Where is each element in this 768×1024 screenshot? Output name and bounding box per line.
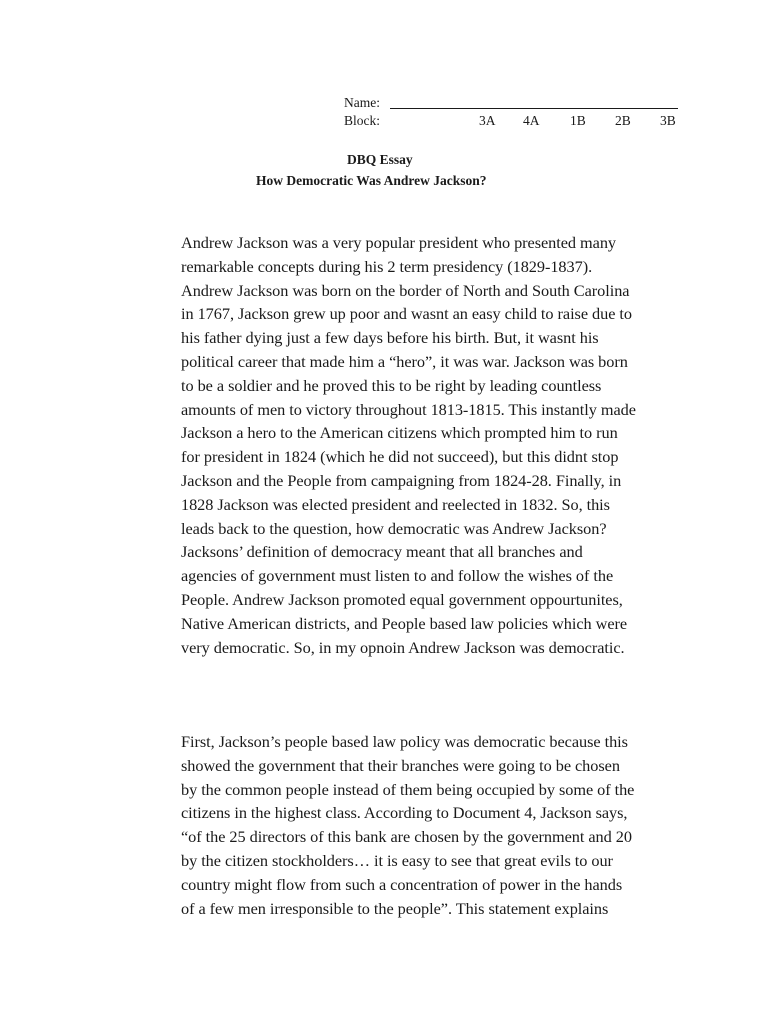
text-line: political career that made him a “hero”, it was war. Jackson was born bbox=[181, 351, 628, 371]
block-option: 2B bbox=[615, 113, 631, 128]
block-option: 3A bbox=[479, 113, 496, 128]
block-option: 4A bbox=[523, 113, 540, 128]
text-line: by the citizen stockholders… it is easy to see that great evils to our bbox=[181, 850, 613, 870]
text-line: showed the government that their branches were going to be chosen bbox=[181, 755, 620, 775]
text-line: Native American districts, and People based law policies which were bbox=[181, 613, 628, 633]
text-line: to be a soldier and he proved this to be right by leading countless bbox=[181, 375, 602, 395]
text-line: his father dying just a few days before his birth. But, it wasnt his bbox=[181, 328, 599, 348]
text-line: of a few men irresponsible to the people”. This statement explains bbox=[181, 898, 609, 918]
text-line: Andrew Jackson was born on the border of North and South Carolina bbox=[181, 280, 630, 300]
block-options bbox=[390, 112, 724, 130]
body-paragraph bbox=[181, 730, 701, 920]
text-line: 1828 Jackson was elected president and reelected in 1832. So, this bbox=[181, 494, 610, 514]
essay-question-heading: How Democratic Was Andrew Jackson? bbox=[256, 173, 487, 188]
block-label: Block: bbox=[344, 113, 380, 128]
text-line: in 1767, Jackson grew up poor and wasnt an easy child to raise due to bbox=[181, 304, 632, 324]
text-line: agencies of government must listen to and follow the wishes of the bbox=[181, 566, 614, 586]
text-line: Jackson and the People from campaigning from 1824-28. Finally, in bbox=[181, 470, 622, 490]
text-line: leads back to the question, how democratic was Andrew Jackson? bbox=[181, 518, 607, 538]
text-line: amounts of men to victory throughout 1813-1815. This instantly made bbox=[181, 399, 636, 419]
name-label: Name: bbox=[344, 95, 380, 110]
text-line: Jacksons’ definition of democracy meant that all branches and bbox=[181, 542, 583, 562]
name-row bbox=[344, 94, 724, 112]
text-line: First, Jackson’s people based law policy was democratic because this bbox=[181, 732, 628, 751]
text-line: by the common people instead of them being occupied by some of the bbox=[181, 779, 635, 799]
block-row bbox=[344, 112, 724, 130]
name-blank-line bbox=[390, 95, 678, 109]
text-line: Andrew Jackson was a very popular president who presented many bbox=[181, 233, 617, 252]
block-option: 3B bbox=[660, 113, 676, 128]
block-option: 1B bbox=[570, 113, 586, 128]
text-line: citizens in the highest class. According to Document 4, Jackson says, bbox=[181, 803, 628, 823]
intro-paragraph bbox=[181, 231, 701, 659]
text-line: country might flow from such a concentration of power in the hands bbox=[181, 874, 623, 894]
text-line: remarkable concepts during his 2 term presidency (1829-1837). bbox=[181, 256, 593, 276]
text-line: People. Andrew Jackson promoted equal government oppourtunites, bbox=[181, 589, 623, 609]
text-line: for president in 1824 (which he did not succeed), but this didnt stop bbox=[181, 447, 619, 467]
text-line: “of the 25 directors of this bank are chosen by the government and 20 bbox=[181, 827, 632, 847]
text-line: very democratic. So, in my opnoin Andrew Jackson was democratic. bbox=[181, 637, 625, 657]
student-header bbox=[344, 94, 724, 130]
text-line: Jackson a hero to the American citizens which prompted him to run bbox=[181, 423, 618, 443]
essay-type-heading: DBQ Essay bbox=[347, 152, 413, 167]
